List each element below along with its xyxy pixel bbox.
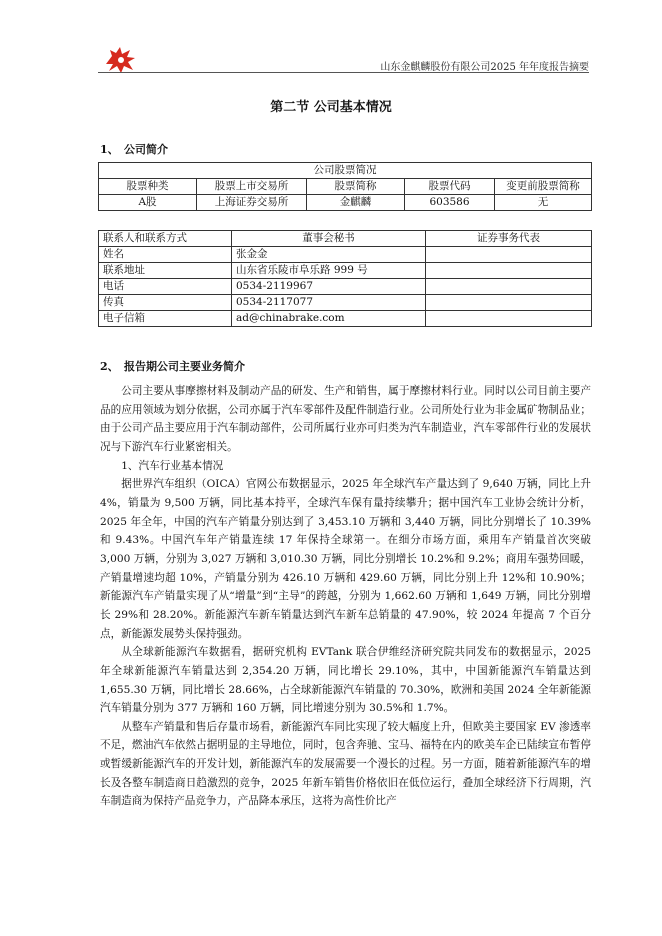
stock-info-table [98,162,592,211]
table-cell [426,263,592,279]
column-header: 变更前股票简称 [495,179,592,195]
subheading: 1、汽车行业基本情况 [121,459,224,472]
table-cell: ad@chinabrake.com [232,311,426,327]
column-header: 董事会秘书 [232,231,426,247]
table-cell: 0534-2117077 [232,295,426,311]
column-header: 股票简称 [307,179,405,195]
table-row [99,247,592,263]
table-row [99,295,592,311]
table-cell: 上海证券交易所 [197,195,307,211]
table-cell: 金麒麟 [307,195,405,211]
paragraph: 公司主要从事摩擦材料及制动产品的研发、生产和销售，属于摩擦材料行业。同时以公司目前主要产品的应用领域为划分依据，公司亦属于汽车零部件及配件制造行业。公司所处行业为非金属矿物制品业；由于公司产品主要应用于汽车制动部件，公司所属行业亦可归类为汽车制造业，汽车零部件行业的发展状况与下游汽车行业紧密相关。 [100,385,591,453]
column-header: 股票代码 [405,179,495,195]
column-header: 联系人和联系方式 [99,231,232,247]
heading-number: 1、 [100,143,119,156]
table-row [99,195,592,211]
paragraph: 从全球新能源汽车数据看，据研究机构 EVTank 联合伊维经济研究院共同发布的数据显示，2025 年全球新能源汽车销量达到 2,354.20 万辆，同比增长 29.10%，其中，中国新能源汽车销量达到 1,655.30 万辆，同比增长 28.66%，占全球新能源汽车销量的 70.30%，欧洲和美国 2024 全年新能源汽车销量分别为 377 万辆和 160 万辆，同比增速分别为 30.5%和 1.7%。 [100,646,591,715]
heading-text: 公司简介 [124,143,168,156]
table-cell: 山东省乐陵市阜乐路 999 号 [232,263,426,279]
column-header: 股票上市交易所 [197,179,307,195]
table-cell: A股 [99,195,197,211]
table-row [99,311,592,327]
table-cell [426,247,592,263]
paragraph: 从整车产销量和售后存量市场看，新能源汽车同比实现了较大幅度上升，但欧美主要国家 EV 渗透率不足，燃油汽车依然占据明显的主导地位，同时，包含奔驰、宝马、福特在内的欧美车企已陆续宣布暂停或暂缓新能源汽车的开发计划，新能源汽车的发展需要一个漫长的过程。另一方面，随着新能源汽车的增长及各整车制造商日趋激烈的竞争，2025 年新车销售价格依旧在低位运行，叠加全球经济下行周期，汽车制造商为保持产品竞争力，产品降本承压，这将为高性价比产 [100,720,591,808]
table-cell [426,311,592,327]
table-cell: 联系地址 [99,263,232,279]
table-caption: 公司股票简况 [99,163,592,179]
table-header-row [99,231,592,247]
body-text [100,382,591,811]
heading-number: 2、 [100,360,119,373]
company-logo [104,44,138,74]
paragraph: 据世界汽车组织（OICA）官网公布数据显示，2025 年全球汽车产量达到了 9,640 万辆，同比上升 4%，销量为 9,500 万辆，同比基本持平，全球汽车保有量持续攀升；据中国汽车工业协会统计分析，2025 年全年，中国的汽车产销量分别达到了 3,453.10 万辆和 3,440 万辆，同比分别增长了 10.39%和 9.43%。中国汽车年产销量连续 17 年保持全球第一。在细分市场方面，乘用车产销量首次突破 3,000 万辆，分别为 3,027 万辆和 3,010.30 万辆，同比分别增长 10.2%和 9.2%；商用车强势回暖，产销量增速均超 10%，产销量分别为 426.10 万辆和 429.60 万辆，同比分别上升 12%和 10.90%；新能源汽车产销量实现了从“增量”到“主导”的跨越，分别为 1,662.60 万辆和 1,649 万辆，同比分别增长 29%和 28.20%。新能源汽车新车销量达到汽车新车总销量的 47.90%，较 2024 年提高 7 个百分点，新能源发展势头保持强劲。 [100,478,591,640]
table-row [99,279,592,295]
table-cell: 传真 [99,295,232,311]
header-divider [98,72,589,73]
table-cell: 无 [495,195,592,211]
table-cell [426,279,592,295]
table-cell: 0534-2119967 [232,279,426,295]
report-header: 山东金麒麟股份有限公司2025 年年度报告摘要 [380,62,589,73]
table-cell: 电话 [99,279,232,295]
contact-info-table [98,230,592,327]
table-cell: 姓名 [99,247,232,263]
heading-business-overview [100,358,245,374]
table-cell [426,295,592,311]
table-cell: 603586 [405,195,495,211]
table-caption-row [99,163,592,179]
table-header-row [99,179,592,195]
column-header: 股票种类 [99,179,197,195]
table-cell: 电子信箱 [99,311,232,327]
table-cell: 张金金 [232,247,426,263]
section-title: 第二节 公司基本情况 [270,100,392,115]
column-header: 证券事务代表 [426,231,592,247]
table-row [99,263,592,279]
heading-company-profile [100,141,168,157]
heading-text: 报告期公司主要业务简介 [124,360,245,373]
